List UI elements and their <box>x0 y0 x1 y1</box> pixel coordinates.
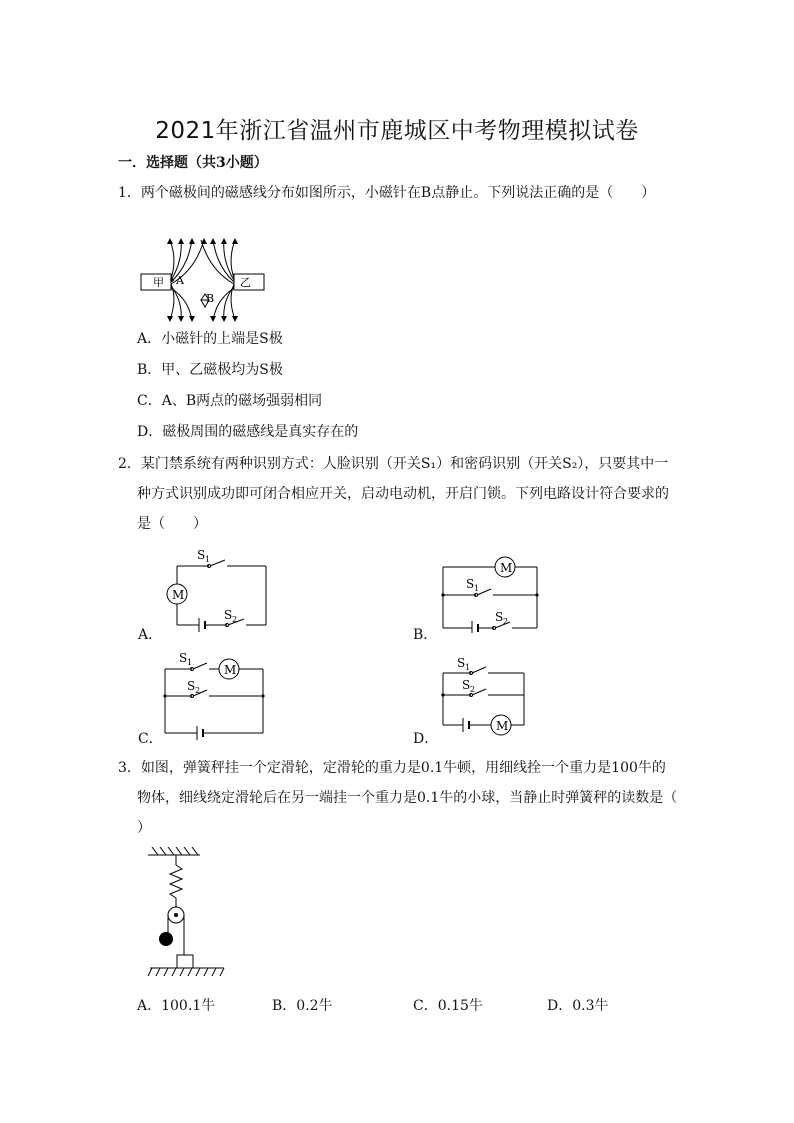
circuit-d <box>438 655 530 739</box>
s2-label: S <box>187 679 196 693</box>
q1-option-a: A．小磁针的上端是S极 <box>137 331 283 347</box>
label-jia: 甲 <box>153 276 164 289</box>
page-title: 2021年浙江省温州市鹿城区中考物理模拟试卷 <box>155 118 639 144</box>
q2-option-b: B． <box>413 627 438 643</box>
question-2-stem-line-2: 种方式识别成功即可闭合相应开关，启动电动机，开启门锁。下列电路设计符合要求的 <box>137 486 669 502</box>
motor-label: M <box>496 719 509 733</box>
s1-label: S <box>466 577 475 591</box>
s2-subscript: 2 <box>503 617 509 626</box>
spring-pulley-figure <box>144 845 232 979</box>
s1-label: S <box>197 548 206 562</box>
small-ball <box>159 932 173 946</box>
motor-label: M <box>224 663 237 677</box>
q1-option-c: C．A、B两点的磁场强弱相同 <box>137 393 323 409</box>
s1-subscript: 1 <box>474 584 480 593</box>
question-2-stem-line-3: 是（ ） <box>137 516 207 532</box>
s2-label: S <box>495 610 504 624</box>
s1-label: S <box>179 651 188 665</box>
q2-option-c: C． <box>138 731 163 747</box>
question-3-stem-line-3: ） <box>137 820 151 836</box>
question-3-stem-line-2: 物体，细线绕定滑轮后在另一端挂一个重力是0.1牛的小球，当静止时弹簧秤的读数是（ <box>137 790 678 806</box>
circuit-b <box>438 553 542 633</box>
label-yi: 乙 <box>240 276 251 289</box>
magnetic-field-figure <box>140 236 275 324</box>
circuit-a <box>160 548 272 634</box>
motor-label: M <box>500 561 513 575</box>
motor-label: M <box>172 588 185 602</box>
question-2-stem-line-1: 2．某门禁系统有两种识别方式：人脸识别（开关S₁）和密码识别（开关S₂），只要其中一 <box>118 456 669 472</box>
s2-subscript: 2 <box>195 686 201 695</box>
q1-option-d: D．磁极周围的磁感线是真实存在的 <box>137 424 359 440</box>
s2-label: S <box>462 678 471 692</box>
q3-option-b: B．0.2牛 <box>272 998 333 1014</box>
question-3-stem-line-1: 3．如图，弹簧秤挂一个定滑轮，定滑轮的重力是0.1牛顿，用细线拴一个重力是100牛的 <box>118 760 666 776</box>
label-a: A <box>176 274 184 287</box>
q3-option-a: A．100.1牛 <box>137 998 216 1014</box>
s1-label: S <box>457 656 466 670</box>
question-1-stem: 1．两个磁极间的磁感线分布如图所示，小磁针在B点静止。下列说法正确的是（ ） <box>118 185 656 201</box>
q3-option-c: C．0.15牛 <box>413 998 483 1014</box>
point-a <box>170 278 174 282</box>
circuit-c <box>160 648 270 744</box>
s1-subscript: 1 <box>187 658 193 667</box>
s2-subscript: 2 <box>470 685 476 694</box>
s2-label: S <box>224 608 233 622</box>
s1-subscript: 1 <box>205 555 211 564</box>
s2-subscript: 2 <box>232 615 238 624</box>
q2-option-d: D． <box>413 731 439 747</box>
q3-option-d: D．0.3牛 <box>547 998 609 1014</box>
q2-option-a: A． <box>138 627 163 643</box>
q1-option-b: B．甲、乙磁极均为S极 <box>137 362 283 378</box>
s1-subscript: 1 <box>465 663 471 672</box>
label-b: B <box>206 292 215 305</box>
section-heading: 一．选择题（共3小题） <box>118 155 268 171</box>
